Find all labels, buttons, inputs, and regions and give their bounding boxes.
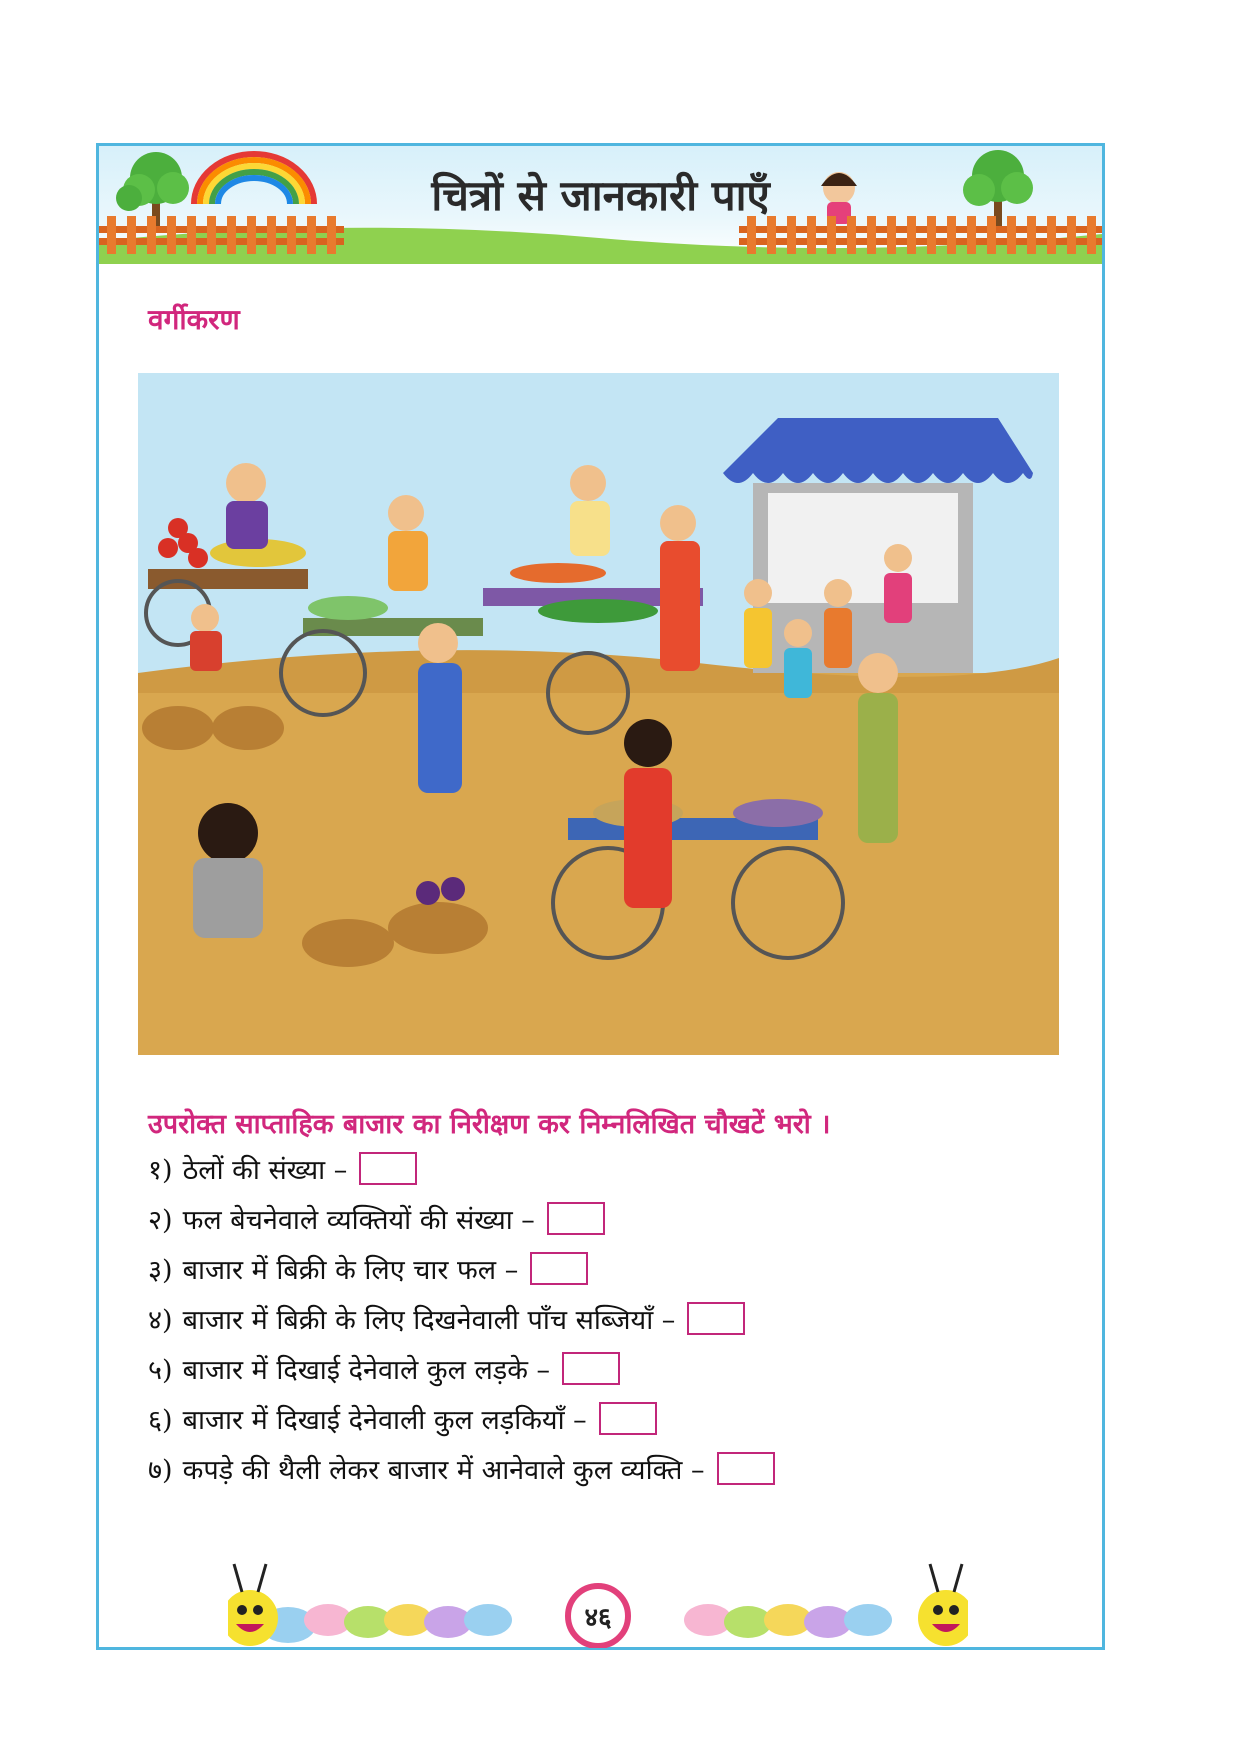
question-number: ५) bbox=[148, 1354, 173, 1386]
answer-box[interactable] bbox=[562, 1352, 620, 1385]
answer-box[interactable] bbox=[530, 1252, 588, 1285]
question-text: ठेलों की संख्या – bbox=[182, 1154, 348, 1186]
question-text: बाजार में दिखाई देनेवाली कुल लड़कियाँ – bbox=[182, 1404, 587, 1436]
page-title: चित्रों से जानकारी पाएँ bbox=[431, 171, 770, 220]
question-number: २) bbox=[148, 1204, 173, 1236]
question-row-1 bbox=[148, 1146, 417, 1190]
caterpillar-footer-illustration bbox=[228, 1550, 968, 1648]
question-row-2 bbox=[148, 1196, 605, 1240]
answer-box[interactable] bbox=[687, 1302, 745, 1335]
question-number: ६) bbox=[148, 1404, 173, 1436]
question-row-6 bbox=[148, 1396, 657, 1440]
section-label: वर्गीकरण bbox=[148, 303, 240, 336]
question-number: ४) bbox=[148, 1304, 173, 1336]
answer-box[interactable] bbox=[717, 1452, 775, 1485]
question-number: ३) bbox=[148, 1254, 173, 1286]
question-row-3 bbox=[148, 1246, 588, 1290]
answer-box[interactable] bbox=[599, 1402, 657, 1435]
answer-box[interactable] bbox=[547, 1202, 605, 1235]
question-text: कपड़े की थैली लेकर बाजार में आनेवाले कुल व्यक्ति – bbox=[182, 1454, 705, 1486]
question-row-7 bbox=[148, 1446, 775, 1490]
question-number: ७) bbox=[148, 1454, 173, 1486]
question-text: फल बेचनेवाले व्यक्तियों की संख्या – bbox=[182, 1204, 535, 1236]
market-scene-illustration bbox=[138, 373, 1059, 1055]
page-number: ४६ bbox=[584, 1603, 612, 1633]
question-number: १) bbox=[148, 1154, 173, 1186]
question-row-5 bbox=[148, 1346, 620, 1390]
question-text: बाजार में बिक्री के लिए दिखनेवाली पाँच सब्जियाँ – bbox=[182, 1304, 676, 1336]
question-row-4 bbox=[148, 1296, 745, 1340]
question-text: बाजार में दिखाई देनेवाले कुल लड़के – bbox=[182, 1354, 551, 1386]
instruction-text: उपरोक्त साप्ताहिक बाजार का निरीक्षण कर निम्नलिखित चौखटें भरो । bbox=[148, 1109, 831, 1140]
answer-box[interactable] bbox=[359, 1152, 417, 1185]
page-header bbox=[99, 146, 1102, 264]
question-text: बाजार में बिक्री के लिए चार फल – bbox=[182, 1254, 519, 1286]
